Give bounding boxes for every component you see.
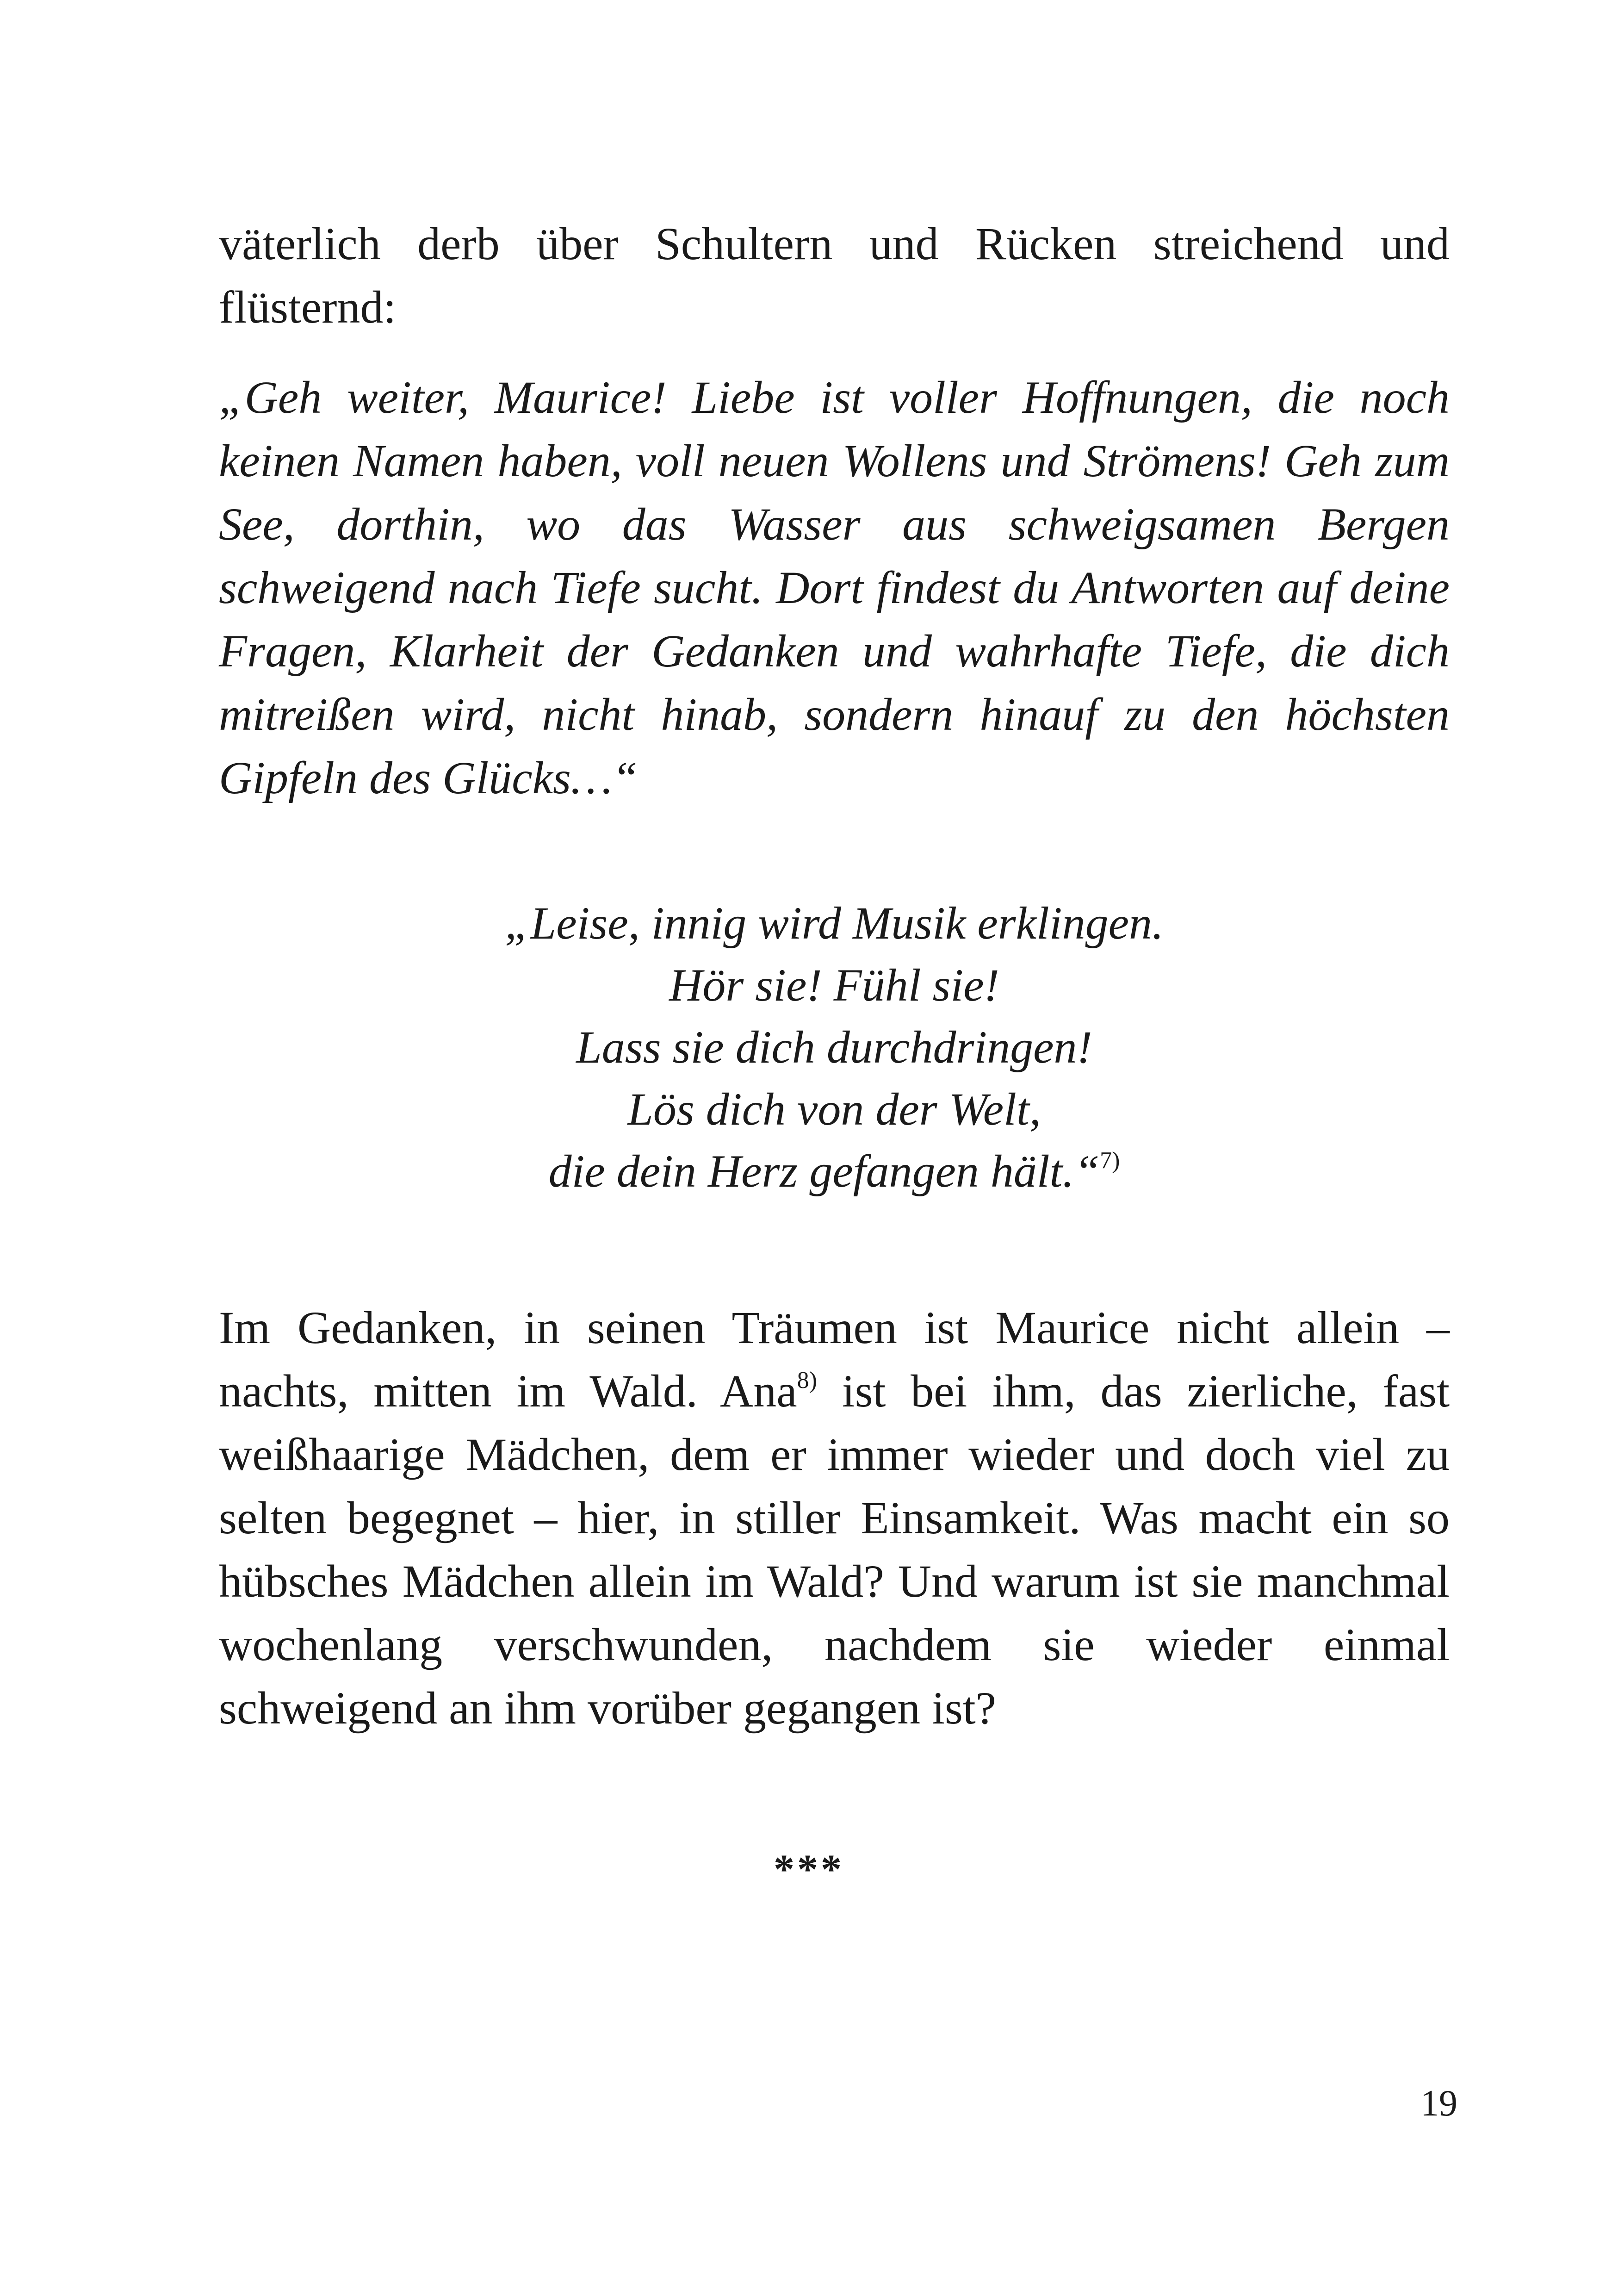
poem-line: Lass sie dich durchdringen!	[576, 1021, 1092, 1073]
poem-last-line	[219, 1140, 1450, 1202]
footnote-marker-7: 7)	[1100, 1147, 1120, 1174]
paragraph-bottom-start: Im Gedanken, in seinen Träumen ist Maurice nicht allein – nachts, mitten im Wald. Ana	[219, 1302, 1450, 1417]
poem-last-line-text: die dein Herz gefangen hält.“	[548, 1145, 1100, 1197]
poem-line: „Leise, innig wird Musik erklingen.	[505, 897, 1164, 949]
poem-line: Lös dich von der Welt,	[627, 1083, 1041, 1135]
page-number: 19	[1420, 2083, 1457, 2124]
paragraph-top: väterlich derb über Schultern und Rücken streichend und flüsternd:	[219, 218, 1450, 333]
section-separator: ***	[774, 1847, 844, 1892]
paragraph-bottom	[219, 1296, 1450, 1740]
quote-paragraph: „Geh weiter, Maurice! Liebe ist voller Hoffnungen, die noch keinen Namen haben, voll neuen Wollens und Strömens! Geh zum See, dorthin, wo das Wasser aus schweigsamen Bergen schweigend nach Tiefe sucht. Dort findest du Antworten auf deine Fragen, Klarheit der Gedanken und wahrhafte Tiefe, die dich mitreißen wird, nicht hinab, sondern hinauf zu den höchsten Gipfeln des Glücks…“	[219, 372, 1450, 803]
paragraph-bottom-rest: ist bei ihm, das zierliche, fast weißhaarige Mädchen, dem er immer wieder und doch viel zu selten begegnet – hier, in stiller Einsamkeit. Was macht ein so hübsches Mädchen allein im Wald? Und warum ist sie manchmal wochenlang verschwunden, nachdem sie wieder einmal schweigend an ihm vorüber gegangen ist?	[219, 1365, 1450, 1734]
poem-line: Hör sie! Fühl sie!	[669, 959, 999, 1011]
footnote-marker-8: 8)	[797, 1367, 817, 1394]
poem	[219, 892, 1450, 1202]
